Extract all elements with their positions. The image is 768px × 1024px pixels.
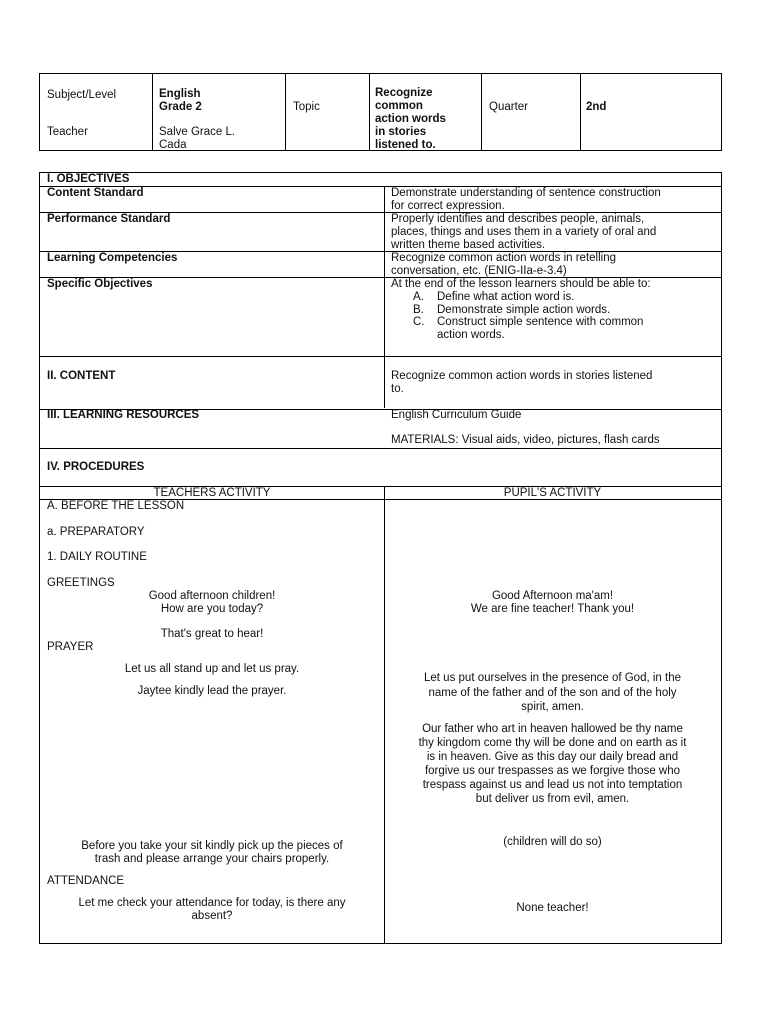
- topic-value-line5: listened to.: [375, 139, 436, 151]
- pupil-prayer1-line1: Let us put ourselves in the presence of God, in the: [424, 672, 681, 684]
- learning-competencies-line1: Recognize common action words in retelling: [391, 252, 616, 264]
- preparatory-heading: a. PREPARATORY: [47, 526, 145, 538]
- lesson-plan-table: [39, 172, 722, 944]
- teacher-label: Teacher: [47, 126, 88, 138]
- topic-value-line1: Recognize: [375, 87, 433, 99]
- teacher-value-line2: Cada: [159, 139, 187, 151]
- performance-standard-line3: written theme based activities.: [391, 239, 546, 251]
- pupil-prayer2-line1: Our father who art in heaven hallowed be thy name: [422, 723, 683, 735]
- subject-value-line2: Grade 2: [159, 101, 202, 113]
- performance-standard-label: Performance Standard: [47, 213, 171, 225]
- subject-label: Subject/Level: [47, 89, 117, 101]
- topic-value-line2: common: [375, 100, 423, 112]
- pupil-prayer2-line5: trespass against us and lead us not into temptation: [422, 779, 683, 791]
- resources-guide: English Curriculum Guide: [391, 409, 522, 421]
- pupil-greeting-line2: We are fine teacher! Thank you!: [470, 603, 635, 615]
- topic-value-line4: in stories: [375, 126, 427, 138]
- specific-objectives-label: Specific Objectives: [47, 278, 153, 290]
- content-standard-line2: for correct expression.: [391, 200, 505, 212]
- learning-competencies-line2: conversation, etc. (ENIG-IIa-e-3.4): [391, 265, 567, 277]
- subject-value-line1: English: [159, 88, 201, 100]
- objective-item-continued: action words.: [437, 328, 505, 341]
- objective-item: C. Construct simple sentence with common: [413, 316, 644, 329]
- teachers-activity-header: TEACHERS ACTIVITY: [153, 487, 271, 499]
- quarter-value: 2nd: [586, 101, 607, 113]
- greetings-heading: GREETINGS: [47, 577, 115, 589]
- header-table: [39, 73, 722, 151]
- pupil-prayer2-line2: thy kingdom come thy will be done and on earth as it: [418, 737, 687, 749]
- pupil-prayer1-line2: name of the father and of the son and of the holy: [428, 687, 677, 699]
- content-line1: Recognize common action words in stories listened: [391, 370, 653, 382]
- pupil-prayer1-line3: spirit, amen.: [521, 701, 584, 713]
- objectives-heading: I. OBJECTIVES: [47, 173, 130, 185]
- learning-competencies-label: Learning Competencies: [47, 252, 178, 264]
- topic-value-line3: action words: [375, 113, 446, 125]
- objective-item: A. Define what action word is.: [413, 291, 575, 303]
- teacher-greeting-line2: How are you today?: [160, 603, 264, 615]
- specific-objectives-intro: At the end of the lesson learners should be able to:: [391, 278, 651, 290]
- teacher-greeting-line3: That's great to hear!: [160, 628, 264, 640]
- teacher-value-line1: Salve Grace L.: [159, 126, 236, 138]
- teacher-attendance-line2: absent?: [191, 910, 233, 922]
- prayer-heading: PRAYER: [47, 641, 94, 653]
- teacher-prayer-line1: Let us all stand up and let us pray.: [124, 663, 300, 675]
- objective-item: B. Demonstrate simple action words.: [413, 303, 611, 316]
- procedures-label: IV. PROCEDURES: [47, 461, 145, 473]
- pupils-activity-header: PUPIL'S ACTIVITY: [503, 487, 602, 499]
- content-label: II. CONTENT: [47, 370, 116, 382]
- content-line2: to.: [391, 383, 404, 395]
- daily-routine-heading: 1. DAILY ROUTINE: [47, 551, 147, 563]
- pupil-prayer2-line3: is in heaven. Give as this day our daily bread and: [426, 751, 679, 763]
- performance-standard-line1: Properly identifies and describes people, animals,: [391, 213, 645, 225]
- quarter-label: Quarter: [489, 101, 528, 113]
- specific-objectives-list: [391, 291, 721, 341]
- content-standard-line1: Demonstrate understanding of sentence construction: [391, 187, 661, 199]
- attendance-heading: ATTENDANCE: [47, 875, 125, 887]
- content-standard-label: Content Standard: [47, 187, 144, 199]
- pupil-prayer2-line6: but deliver us from evil, amen.: [475, 793, 630, 805]
- teacher-trash-line1: Before you take your sit kindly pick up the pieces of: [81, 840, 343, 852]
- performance-standard-line2: places, things and uses them in a variety of oral and: [391, 226, 657, 238]
- teacher-attendance-line1: Let me check your attendance for today, is there any: [78, 897, 346, 909]
- before-lesson-heading: A. BEFORE THE LESSON: [47, 500, 185, 512]
- pupil-attendance-response: None teacher!: [516, 902, 589, 914]
- teacher-greeting-line1: Good afternoon children!: [148, 590, 276, 602]
- teacher-trash-line2: trash and please arrange your chairs properly.: [94, 853, 330, 865]
- learning-resources-label: III. LEARNING RESOURCES: [47, 409, 200, 421]
- topic-label: Topic: [293, 101, 320, 113]
- resources-materials: MATERIALS: Visual aids, video, pictures, flash cards: [391, 434, 660, 446]
- pupil-prayer2-line4: forgive us our trespasses as we forgive those who: [424, 765, 681, 777]
- teacher-prayer-line2: Jaytee kindly lead the prayer.: [137, 685, 287, 697]
- pupil-trash-response: (children will do so): [503, 836, 602, 848]
- pupil-greeting-line1: Good Afternoon ma'am!: [491, 590, 614, 602]
